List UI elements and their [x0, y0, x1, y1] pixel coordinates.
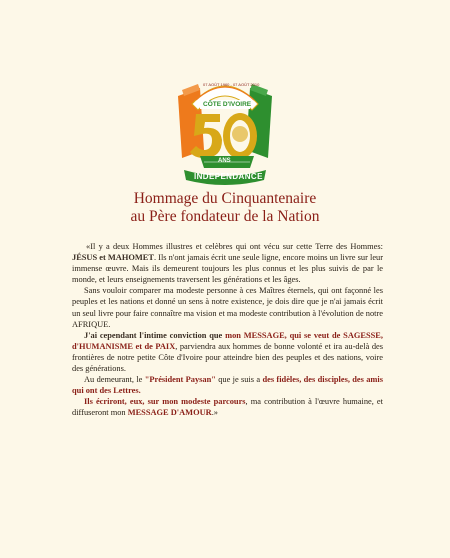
- logo-number-text: [170, 70, 171, 71]
- p3-text-a: J'ai cependant l'intime conviction que: [84, 330, 226, 340]
- paragraph-2: Sans vouloir comparer ma modeste personne à ces Maîtres éternels, qui ont façonné les peuples et les nations et donné un sens à notre existence, je dois dire que je n'ai jamais écrit un seul livre pour faire connaître ma vision et ma modeste contribution à l'évolution de notre AFRIQUE.: [72, 286, 383, 329]
- p3-text-bold: mon MESSAGE, qui se veut de SAGESSE, d'HUMANISME et de PAIX: [72, 330, 383, 351]
- p4-text-bold-2: des fidèles, des disciples, des amis qui ont des Lettres.: [72, 375, 383, 396]
- title-line-2: au Père fondateur de la Nation: [130, 208, 320, 225]
- paragraph-1: [72, 241, 383, 285]
- paragraph-3: [72, 330, 383, 374]
- p4-text-bold: "Président Paysan": [144, 375, 216, 385]
- p1-text-bold: JÉSUS et MAHOMET: [72, 253, 154, 263]
- logo-top-arc-text: 07 AOÛT 1960 - 07 AOÛT 2010: [203, 82, 260, 87]
- paragraph-5: [72, 396, 383, 418]
- p5-text-bold: Ils écriront, eux, sur mon modeste parcours: [84, 397, 246, 407]
- title-line-1: Hommage du Cinquantenaire: [133, 190, 317, 207]
- p1-text-c: . Ils n'ont jamais écrit une seule ligne, encore moins un livre sur leur immense œuvre. Mais ils demeurent toujours les plus connus et les plus suivis de par le monde, et leurs enseignements traversent les générations et les âges.: [72, 253, 384, 285]
- cinquantenaire-logo: [170, 70, 280, 188]
- p5-text-d: .»: [211, 408, 218, 418]
- p4-text-a: Au demeurant, le: [84, 375, 145, 385]
- tribute-text: [72, 241, 383, 419]
- logo-ans-text: ANS: [218, 158, 231, 164]
- p5-text-b: , ma contribution à l'œuvre humaine, et diffuseront mon: [72, 397, 383, 418]
- p3-text-c: , parviendra aux hommes de bonne volonté et ira au-delà des frontières de notre petite Côte d'Ivoire pour atteindre bien des peuples et des nations, voire des générations.: [72, 341, 383, 374]
- paragraph-4: [72, 374, 383, 396]
- p4-text-c: que je suis a: [215, 375, 263, 385]
- page-title: [0, 190, 450, 226]
- p5-text-bold-2: MESSAGE D'AMOUR: [127, 408, 212, 418]
- logo-country-text: CÔTE D'IVOIRE: [203, 101, 252, 108]
- p1-text-a: «Il y a deux Hommes illustres et celèbres qui ont vécu sur cette Terre des Hommes:: [86, 242, 383, 251]
- logo-banner-text: INDEPENDANCE: [194, 172, 263, 181]
